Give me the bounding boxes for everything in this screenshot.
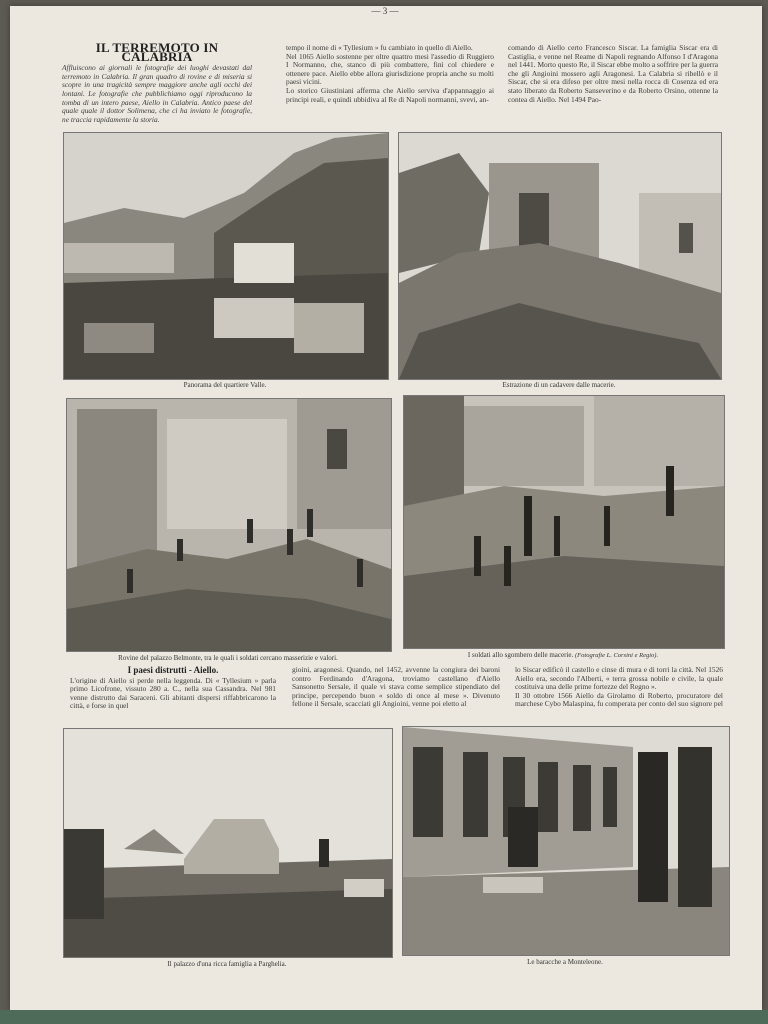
photo-extraction [398,132,722,380]
photo-parghelia [63,728,393,958]
photo-baracche-monteleone [402,726,730,956]
photo-credit: (Fotografie L. Corsini e Regio). [575,652,659,659]
lower-column-1 [70,666,276,711]
caption-4-text: I soldati allo sgombero delle macerie. [467,651,574,659]
article-column-2: tempo il nome di « Tyllesium » fu cambiato in quello di Aiello. Nel 1065 Aiello sostenne per oltre quattro mesi l'assedio di Ruggiero I Normanno, che, stanco di più combattere, finì col chiedere e ottenere pace. Aiello ebbe allora giurisdizione propria anche su molti paesi vicini. Lo storico Giustiniani afferma che Aiello serviva d'appannaggio ai principi reali, e quindi ubbidiva al Re di Napoli normanni, svevi, an- [286,43,494,104]
article-column-1 [62,40,252,124]
photo-soldiers-clearing [403,395,725,649]
lower-column-1-text: L'origine di Aiello si perde nella leggenda. Di « Tyllesium » parla primo Licofrone, vissuto 280 a. C., nella sua Cassandra. Nel 981 venne distrutto dai Saraceni. Gli abitanti dispersi riffabbricarono la città, e forse in quel [70,675,276,711]
caption-1: Panorama del quartiere Valle. [183,381,267,389]
article-intro: Affluiscono ai giornali le fotografie dei luoghi devastati dal terremoto in Calabria. Il gran quadro di rovine e di miseria si scopre in una tragicità sempre maggiore anche agli occhi dei lontani. Le fotografie che pubblichiamo oggi riproducono la tomba di un intero paese, Aiello in Calabria. Antico paese del quale quale il dottor Solimena, che ci ha inviato le fotografie, ne traccia rapidamente la storia. [62,63,252,124]
lower-column-2: gioini, aragonesi. Quando, nel 1452, avvenne la congiura dei baroni contro Ferdinando d'Aragona, troviamo castellano d'Aiello Sansonetto Sersale, il quale vi stava come semplice stipendiato del principe, percependo buon « soldo di once al mese ». Divenuto fellone il Sersale, scacciati gli Angioini, venne poi eletto al [292,665,500,709]
section-title: I paesi distrutti - Aiello. [127,665,219,675]
caption-6: Le baracche a Monteleone. [527,958,603,966]
caption-3: Rovine del palazzo Belmonte, tra le quali i soldati cercano masserizie e valori. [118,654,338,662]
page-number: — 3 — [371,6,399,16]
caption-2: Estrazione di un cadavere dalle macerie. [502,381,616,389]
article-column-3: comando di Aiello certo Francesco Siscar. La famiglia Siscar era di Castiglia, e venne nel Reame di Napoli regnando Alfonso I d'Aragona nel 1441. Morto questo Re, il Siscar ebbe molto a soffrire per la guerra che gli Angioini mossero agli Aragonesi. La Calabria si ribellò e il Siscar, che si era difeso per oltre mesi nella rocca di Cosenza ed era stato liberato da Roberto Sanseverino e da Roberto Orsino, ottenne la contea di Aiello. Nel 1494 Pao- [508,43,718,104]
photo-panorama-valle [63,132,389,380]
photo-palazzo-belmonte [66,398,392,652]
article-title: IL TERREMOTO IN CALABRIA [95,40,219,64]
caption-5: Il palazzo d'una ricca famiglia a Parghelia. [167,960,287,968]
caption-4 [403,651,723,659]
lower-column-3: lo Siscar edificò il castello e cinse di mura e di torri la città. Nel 1526 Aiello era, secondo l'Alberti, « terra grossa nobile e civile, la quale costituiva una delle prime fortezze del Regno ». Il 30 ottobre 1566 Aiello da Girolamo di Roberto, procuratore del marchese Cybo Malaspina, fu comperata per conto del suo signore pel [515,665,723,709]
desk-surface [0,1010,768,1024]
